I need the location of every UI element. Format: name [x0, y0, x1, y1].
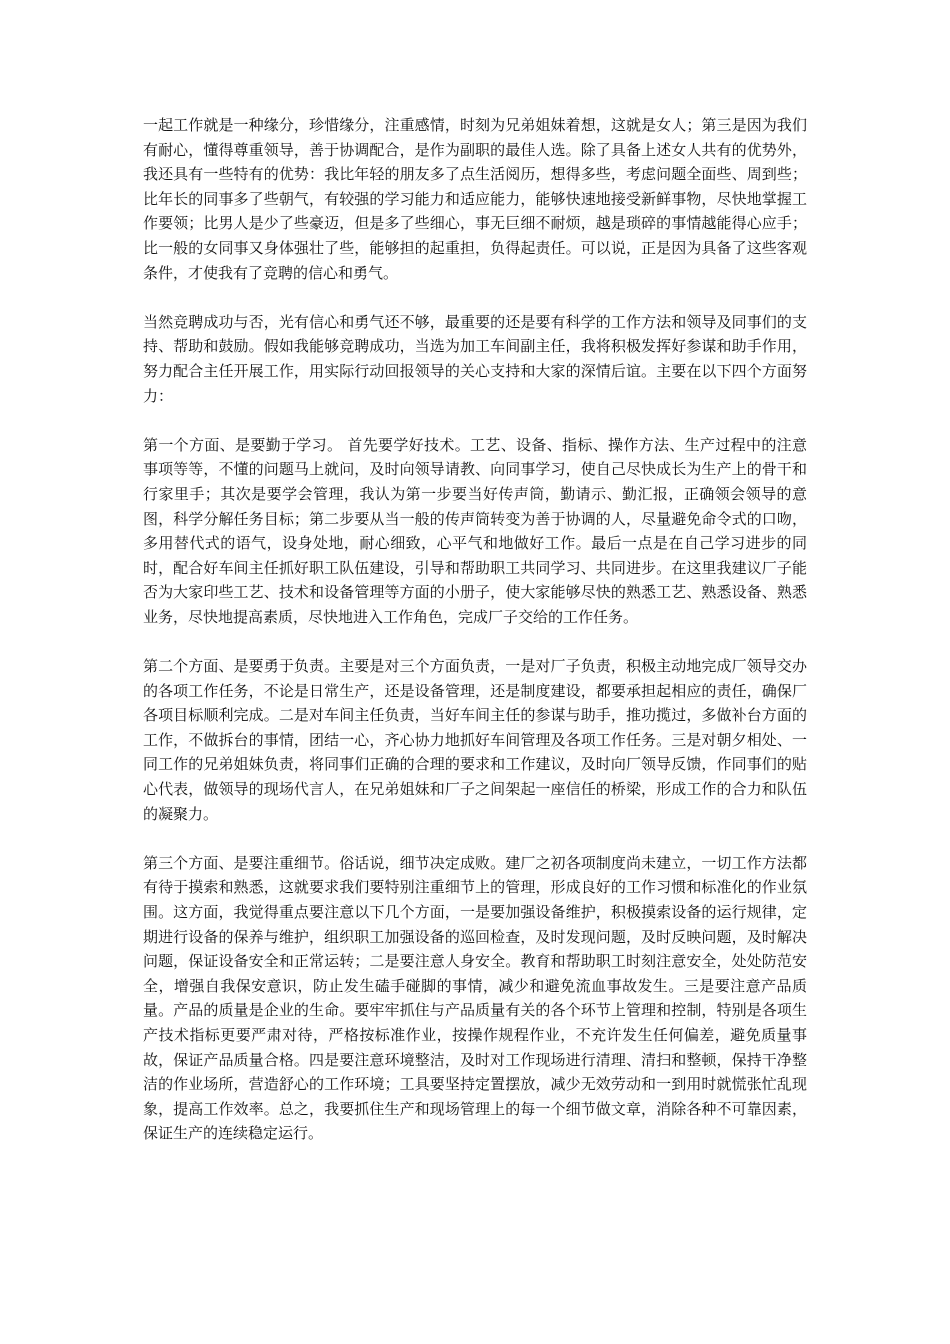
document-body: [143, 113, 807, 1146]
paragraph-1: 一起工作就是一种缘分，珍惜缘分，注重感情，时刻为兄弟姐妹着想，这就是女人；第三是因为我们有耐心，懂得尊重领导，善于协调配合，是作为副职的最佳人选。除了具备上述女人共有的优势外，我还具有一些特有的优势：我比年轻的朋友多了点生活阅历，想得多些，考虑问题全面些、周到些；比年长的同事多了些朝气，有较强的学习能力和适应能力，能够快速地接受新鲜事物，尽快地掌握工作要领；比男人是少了些豪迈，但是多了些细心，事无巨细不耐烦，越是琐碎的事情越能得心应手；比一般的女同事又身体强壮了些，能够担的起重担，负得起责任。可以说，正是因为具备了这些客观条件，才使我有了竞聘的信心和勇气。: [143, 116, 807, 282]
paragraph-2: 当然竞聘成功与否，光有信心和勇气还不够，最重要的还是要有科学的工作方法和领导及同事们的支持、帮助和鼓励。假如我能够竞聘成功，当选为加工车间副主任，我将积极发挥好参谋和助手作用，努力配合主任开展工作，用实际行动回报领导的关心支持和大家的深情后谊。主要在以下四个方面努力：: [143, 312, 807, 405]
paragraph-4: 第二个方面、是要勇于负责。主要是对三个方面负责，一是对厂子负责，积极主动地完成厂领导交办的各项工作任务，不论是日常生产，还是设备管理，还是制度建设，都要承担起相应的责任，确保厂各项目标顺利完成。二是对车间主任负责，当好车间主任的参谋与助手，推功揽过，多做补台方面的工作，不做拆台的事情，团结一心，齐心协力地抓好车间管理及各项工作任务。三是对朝夕相处、一同工作的兄弟姐妹负责，将同事们正确的合理的要求和工作建议，及时向厂领导反馈，作同事们的贴心代表，做领导的现场代言人，在兄弟姐妹和厂子之间架起一座信任的桥梁，形成工作的合力和队伍的凝聚力。: [143, 657, 807, 823]
paragraph-3: 第一个方面、是要勤于学习。 首先要学好技术。工艺、设备、指标、操作方法、生产过程中的注意事项等等，不懂的问题马上就问，及时向领导请教、向同事学习，使自己尽快成长为生产上的骨干和行家里手；其次是要学会管理，我认为第一步要当好传声筒，勤请示、勤汇报，正确领会领导的意图，科学分解任务目标；第二步要从当一般的传声筒转变为善于协调的人，尽量避免命令式的口吻，多用替代式的语气，设身处地，耐心细致，心平气和地做好工作。最后一点是在自己学习进步的同时，配合好车间主任抓好职工队伍建设，引导和帮助职工共同学习、共同进步。在这里我建议厂子能否为大家印些工艺、技术和设备管理等方面的小册子，使大家能够尽快的熟悉工艺、熟悉设备、熟悉业务，尽快地提高素质，尽快地进入工作角色，完成厂子交给的工作任务。: [143, 435, 807, 626]
paragraph-5: 第三个方面、是要注重细节。俗话说，细节决定成败。建厂之初各项制度尚未建立，一切工作方法都有待于摸索和熟悉，这就要求我们要特别注重细节上的管理，形成良好的工作习惯和标准化的作业氛围。这方面，我觉得重点要注意以下几个方面，一是要加强设备维护，积极摸索设备的运行规律，定期进行设备的保养与维护，组织职工加强设备的巡回检查，及时发现问题，及时反映问题，及时解决问题，保证设备安全和正常运转；二是要注意人身安全。教育和帮助职工时刻注意安全，处处防范安全，增强自我保安意识，防止发生磕手碰脚的事情，减少和避免流血事故发生。三是要注意产品质量。产品的质量是企业的生命。要牢牢抓住与产品质量有关的各个环节上管理和控制，特别是各项生产技术指标更要严肃对待，严格按标准作业，按操作规程作业，不充许发生任何偏差，避免质量事故，保证产品质量合格。四是要注意环境整洁，及时对工作现场进行清理、清扫和整顿，保持干净整洁的作业场所，营造舒心的工作环境；工具要坚持定置摆放，减少无效劳动和一到用时就慌张忙乱现象，提高工作效率。总之，我要抓住生产和现场管理上的每一个细节做文章，消除各种不可靠因素，保证生产的连续稳定运行。: [143, 853, 807, 1143]
